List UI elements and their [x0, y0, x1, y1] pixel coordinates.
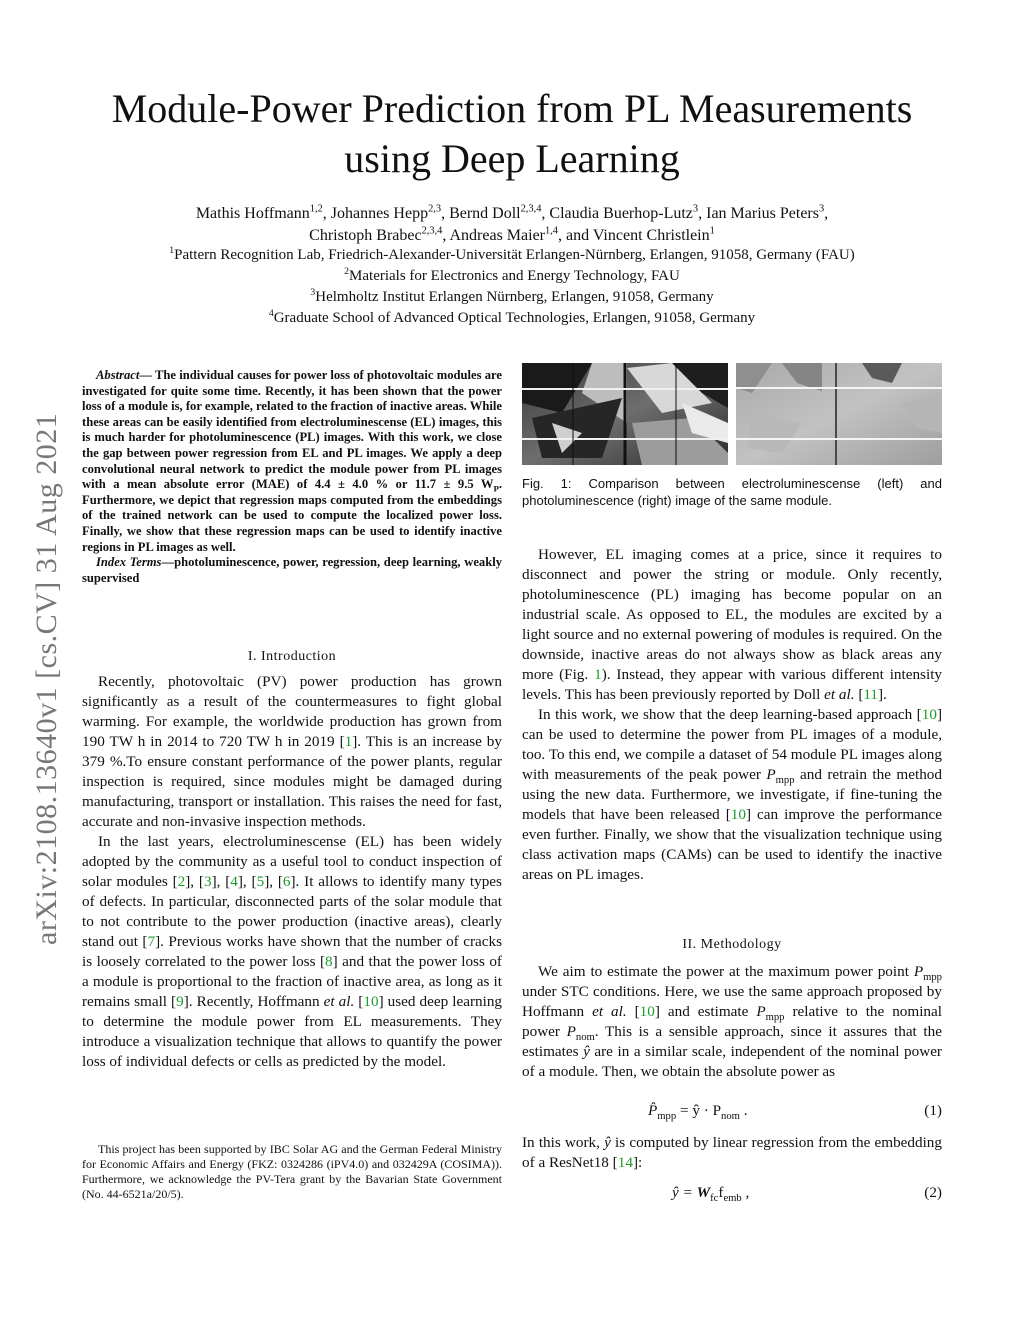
author-name: , and Vincent Christlein [558, 227, 710, 244]
section-heading-methodology: II. Methodology [682, 937, 782, 952]
text: are in a similar scale, independent of the nominal power of a module. Then, we obtain the absolute power as [522, 1043, 942, 1080]
figure-1-images [522, 363, 942, 465]
index-terms-label: Index Terms [96, 555, 162, 570]
title-line-1: Module-Power Prediction from PL Measurements [111, 86, 913, 131]
affil-text: Graduate School of Advanced Optical Technologies, Erlangen, 91058, Germany [273, 310, 756, 326]
text: [ [626, 1003, 640, 1020]
left-column-body [82, 672, 502, 1072]
affiliation-4 [60, 308, 964, 328]
citation-link[interactable]: 10 [639, 1003, 655, 1020]
abstract [82, 368, 502, 586]
math-text: . [739, 1102, 748, 1119]
author-name: , Ian Marius Peters [698, 205, 819, 222]
equation-2 [672, 1184, 750, 1205]
citation-link[interactable]: 9 [176, 993, 184, 1010]
math-sub: fc [710, 1193, 719, 1205]
math-sub: mpp [765, 1012, 785, 1024]
text: is computed by linear regression from the embedding of a ResNet18 [ [522, 1134, 942, 1171]
equation-2-number: (2) [924, 1184, 942, 1201]
text: ]. [878, 686, 887, 703]
arxiv-identifier: arXiv:2108.13640v1 [cs.CV] 31 Aug 2021 [30, 412, 63, 945]
equation-1-number: (1) [924, 1102, 942, 1119]
math-symbol: ŷ [583, 1043, 590, 1060]
section-heading-introduction: I. Introduction [247, 649, 337, 664]
paper-title [60, 84, 964, 184]
citation-link[interactable]: 1 [344, 733, 353, 750]
math-symbol: P [913, 963, 924, 980]
text: ]. Recently, Hoffmann [183, 993, 324, 1010]
text: However, EL imaging comes at a price, since it requires to disconnect and power the string or module. Only recently, photoluminescence (PL) imaging has become popular on an industrial scale. As opposed to EL, the modules are excited by a light source and no external powering of modules is required. On the downside, inactive areas do not always show as black areas any more (Fig. [522, 546, 942, 683]
affiliation-2 [60, 266, 964, 286]
author-name: , Andreas Maier [442, 227, 546, 244]
methodology-paragraph-1 [522, 962, 942, 1082]
math-sub: mpp [775, 775, 795, 787]
math-symbol: P̂ [648, 1102, 658, 1119]
right-column-body [522, 545, 942, 885]
author-affil-sup: 2,3,4 [421, 225, 443, 237]
equation-1 [648, 1102, 748, 1123]
math-symbol: P [766, 766, 776, 783]
math-sub: mpp [923, 972, 942, 984]
text-italic: et al. [824, 686, 855, 703]
author-name: , Johannes Hepp [322, 205, 429, 222]
text: ], [ [237, 873, 257, 890]
author-affil-sup: 1,4 [545, 225, 559, 237]
math-text: = ŷ · P [676, 1102, 722, 1119]
author-affil-sup: 2,3,4 [520, 203, 542, 215]
el-image [522, 363, 728, 465]
citation-link[interactable]: 7 [147, 933, 156, 950]
text: [ [854, 686, 864, 703]
affil-text: Helmholtz Institut Erlangen Nürnberg, Erlangen, 91058, Germany [315, 289, 714, 305]
citation-link[interactable]: 10 [363, 993, 379, 1010]
math-sub: nom [575, 1032, 595, 1044]
text-italic: et al. [592, 1003, 627, 1020]
math-symbol: P [756, 1003, 766, 1020]
affil-sup: 4 [268, 308, 274, 319]
affil-sup: 2 [344, 266, 350, 277]
text: ], [ [211, 873, 231, 890]
citation-link[interactable]: 2 [177, 873, 186, 890]
math-symbol: ŷ [604, 1134, 611, 1151]
citation-link[interactable]: 10 [730, 806, 746, 823]
text: ] and that the power loss of a module is proportional to the fraction of inactive area, as long as it remains small [ [82, 953, 502, 1010]
author-affil-sup: 3 [692, 203, 699, 215]
index-terms-text: —photoluminescence, power, regression, deep learning, weakly supervised [82, 555, 502, 585]
text: ], [ [264, 873, 283, 890]
abstract-text: . Furthermore, we depict that regression maps computed from the embeddings of the trained network can be used to compute the localized power loss. Finally, we show that these regression maps can be used to identify inactive regions in PL images as well. [82, 477, 502, 554]
text: Recently, photovoltaic (PV) power production has grown significantly as a result of the countermeasures to fight global warming. For example, the worldwide production has grown from 190 TW h in 2014 to 720 TW h in 2019 [ [82, 673, 502, 750]
math-sub: emb [723, 1193, 742, 1205]
unit-sub: P [493, 483, 499, 494]
mae-watts: 11.7 ± 9.5 W [414, 477, 494, 492]
intro-paragraph-2 [82, 832, 502, 1072]
abstract-text: or [388, 477, 415, 492]
math-text: ŷ = [672, 1184, 697, 1201]
el-pl-comparison-image [522, 363, 942, 465]
text: In the last years, electroluminescense (EL) has been widely adopted by the community as a useful tool to conduct inspection of solar modules [ [82, 833, 502, 890]
citation-link[interactable]: 4 [230, 873, 238, 890]
pl-image [736, 363, 942, 465]
citation-link[interactable]: 14 [617, 1154, 633, 1171]
methodology-paragraph-2 [522, 1133, 942, 1173]
author-name: Christoph Brabec [309, 227, 422, 244]
text: In this work, we show that the deep learning-based approach [ [538, 706, 922, 723]
author-list [80, 203, 944, 247]
affil-sup: 3 [310, 287, 316, 298]
author-affil-sup: 1,2 [309, 203, 323, 215]
figure-1-caption: Fig. 1: Comparison between electroluminescense (left) and photoluminescence (right) image of the same module. [522, 476, 942, 508]
affil-sup: 1 [169, 245, 175, 256]
text: under STC conditions. Here, we use the same approach proposed by Hoffmann [522, 983, 942, 1020]
title-line-2: using Deep Learning [344, 136, 680, 181]
citation-link[interactable]: 6 [282, 873, 291, 890]
text: ]. This is an increase by 379 %.To ensure constant performance of the power plants, regular inspection is required, since modules might be damaged during manufacturing, transport or installation. This raises the need for fast, accurate and non-invasive inspection methods. [82, 733, 502, 830]
text: ], [ [185, 873, 204, 890]
text: ] used deep learning to determine the module power from EL measurements. They introduce a visualization technique that allows to quantify the power loss of individual defects or cells as predicted by the model. [82, 993, 503, 1070]
intro-paragraph-1 [82, 672, 502, 832]
right-paragraph-2 [522, 705, 942, 885]
citation-link[interactable]: 8 [325, 953, 333, 970]
text: [ [354, 993, 364, 1010]
citation-link[interactable]: 11 [863, 686, 878, 703]
math-symbol: P [566, 1023, 576, 1040]
affiliation-3 [60, 287, 964, 307]
author-name: , Bernd Doll [441, 205, 521, 222]
funding-footnote: This project has been supported by IBC Solar AG and the German Federal Ministry for Economic Affairs and Energy (FKZ: 0324286 (iPV4.0) and 032429A (COSIMA)). Furthermore, we acknowledge the PV-Tera grant by the Bavarian State Government (No. 44-6521a/20/5). [82, 1142, 502, 1201]
citation-link[interactable]: 10 [921, 706, 937, 723]
text: . This is a sensible approach, since it assures that the estimates [522, 1023, 942, 1060]
math-symbol: W [696, 1184, 711, 1201]
affil-text: Materials for Electronics and Energy Technology, FAU [349, 268, 680, 284]
affiliation-1 [60, 245, 964, 265]
abstract-text: — The individual causes for power loss of photovoltaic modules are investigated for quite some time. Recently, it has been shown that the power loss of a module is, for example, related to the fraction of inactive areas. While these areas can be easily identified from electroluminescense (EL) images, this is much harder for photoluminescence (PL) images. With this work, we close the gap between power regression from EL and PL images. We apply a deep convolutional neural network to predict the module power from PL images with a mean absolute error (MAE) of [82, 368, 502, 492]
author-affil-sup: 3 [818, 203, 825, 215]
author-affil-sup: 1 [709, 225, 715, 237]
right-paragraph-1 [522, 545, 942, 705]
text-italic: et al. [323, 993, 355, 1010]
text: We aim to estimate the power at the maximum power point [538, 963, 914, 980]
text: relative to the nominal power [522, 1003, 942, 1040]
text: ]: [632, 1154, 643, 1171]
citation-link[interactable]: 3 [203, 873, 212, 890]
author-name: , Claudia Buerhop-Lutz [541, 205, 693, 222]
mae-percent: 4.4 ± 4.0 % [314, 477, 389, 492]
abstract-label: Abstract [96, 368, 140, 382]
author-affil-sup: 2,3 [428, 203, 442, 215]
author-name: Mathis Hoffmann [195, 205, 310, 222]
text: ]. It allows to identify many types of defects. In particular, disconnected parts of the solar module that to not contribute to the power production (inactive areas), clearly stand out [ [82, 873, 502, 950]
text: ] and estimate [654, 1003, 757, 1020]
math-symbol: f [718, 1184, 724, 1201]
math-sub: mpp [657, 1111, 677, 1123]
text: and retrain the method using the new data. Furthermore, we investigate, if fine-tuning the models that have been released [ [522, 766, 942, 823]
text: ] can improve the performance even further. Finally, we show that the visualization technique using class activation maps (CAMs) can be used to identify the inactive areas on PL images. [522, 806, 942, 883]
text: In this work, [522, 1134, 605, 1151]
math-sub: nom [721, 1111, 740, 1123]
affil-text: Pattern Recognition Lab, Friedrich-Alexander-Universität Erlangen-Nürnberg, Erlangen, 91058, Germany (FAU) [174, 247, 855, 263]
author-sep: , [824, 205, 829, 222]
math-text: , [741, 1184, 750, 1201]
text: ] can be used to determine the power from PL images of a module, too. To this end, we compile a dataset of 54 module PL images along with measurements of the peak power [522, 706, 942, 783]
citation-link[interactable]: 5 [256, 873, 265, 890]
text: ]. Previous works have shown that the number of cracks is loosely correlated to the power loss [ [82, 933, 502, 970]
text: ). Instead, they appear with various different intensity levels. This has been previously reported by Doll [522, 666, 943, 703]
figure-ref-link[interactable]: 1 [594, 666, 602, 683]
